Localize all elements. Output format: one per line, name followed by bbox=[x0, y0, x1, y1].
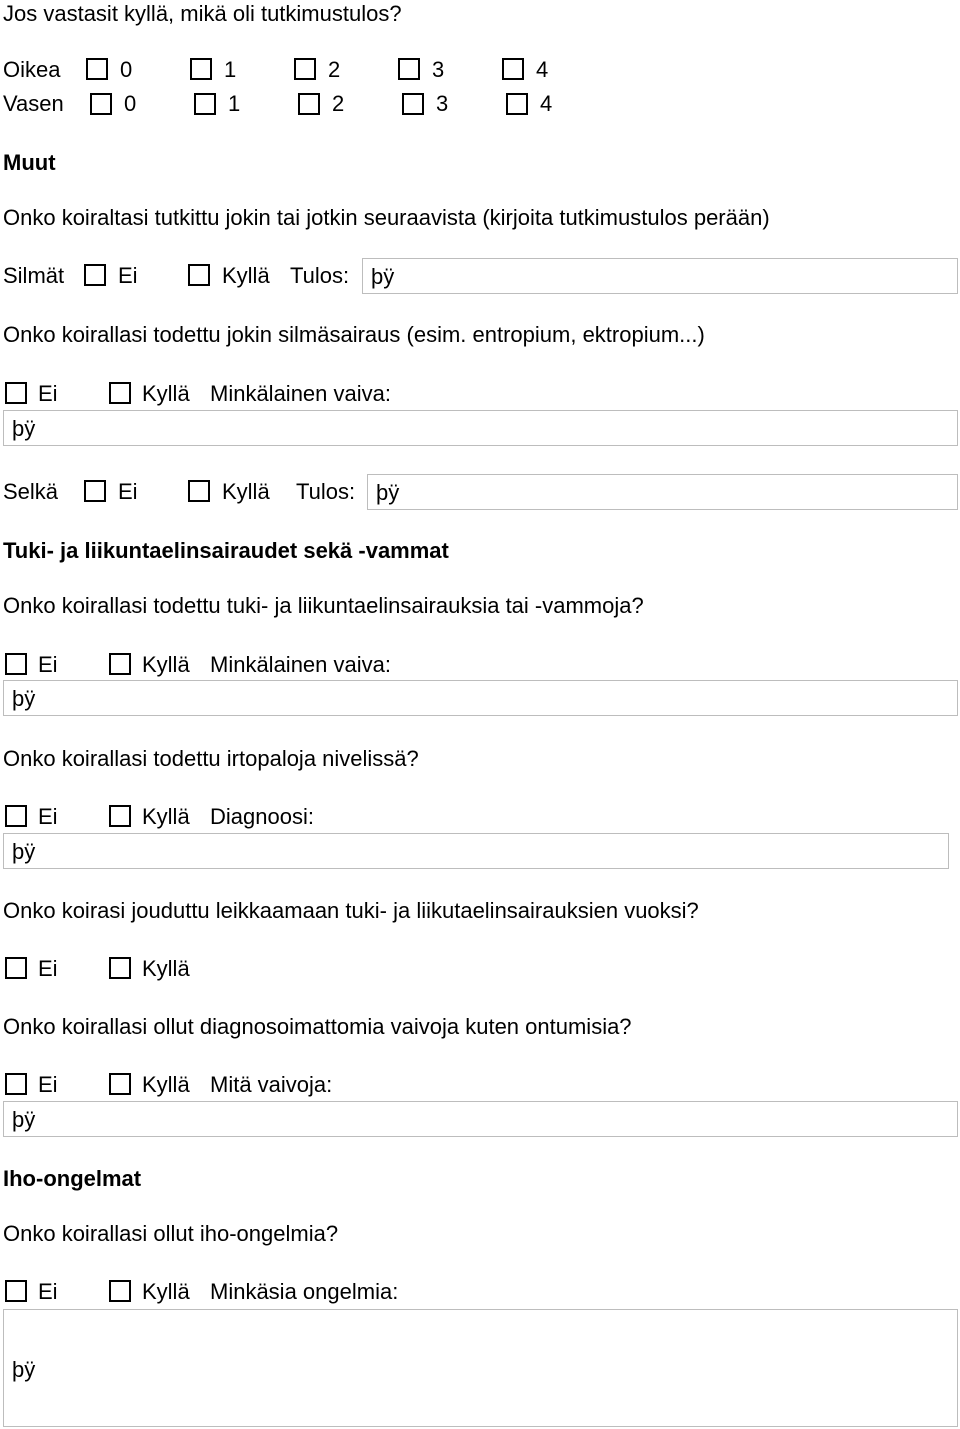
yes-label: Kyllä bbox=[142, 652, 190, 677]
field-value: þÿ bbox=[12, 416, 36, 441]
skin-yes-checkbox[interactable] bbox=[109, 1280, 131, 1302]
grade-option-label: 2 bbox=[332, 91, 345, 116]
musculo-4-input[interactable] bbox=[3, 1101, 958, 1137]
grade-option-label: 3 bbox=[432, 57, 445, 82]
result-question: Jos vastasit kyllä, mikä oli tutkimustulos? bbox=[3, 1, 402, 26]
right-label: Oikea bbox=[3, 57, 61, 82]
musculo-question-4: Onko koirallasi ollut diagnosoimattomia vaivoja kuten ontumisia? bbox=[3, 1014, 632, 1039]
no-label: Ei bbox=[38, 1279, 58, 1304]
musculo-question-2: Onko koirallasi todettu irtopaloja nivelissä? bbox=[3, 746, 419, 771]
left-grade-1-checkbox[interactable] bbox=[194, 93, 216, 115]
no-label: Ei bbox=[38, 804, 58, 829]
ailments-label: Mitä vaivoja: bbox=[210, 1072, 333, 1097]
eyes-yes-checkbox[interactable] bbox=[188, 264, 210, 286]
no-label: Ei bbox=[38, 1072, 58, 1097]
field-value: þÿ bbox=[12, 1357, 36, 1382]
skin-problems-input[interactable] bbox=[3, 1309, 958, 1427]
musculo-2-no-checkbox[interactable] bbox=[5, 805, 27, 827]
eyes-disease-no-checkbox[interactable] bbox=[5, 382, 27, 404]
ailment-label: Minkälainen vaiva: bbox=[210, 652, 391, 677]
yes-label: Kyllä bbox=[142, 804, 190, 829]
no-label: Ei bbox=[38, 956, 58, 981]
eyes-disease-question: Onko koirallasi todettu jokin silmäsairaus (esim. entropium, ektropium...) bbox=[3, 322, 705, 347]
ailment-label: Minkälainen vaiva: bbox=[210, 381, 391, 406]
diagnosis-label: Diagnoosi: bbox=[210, 804, 314, 829]
left-grade-2-checkbox[interactable] bbox=[298, 93, 320, 115]
yes-label: Kyllä bbox=[142, 1072, 190, 1097]
field-value: þÿ bbox=[371, 264, 395, 289]
eyes-no-checkbox[interactable] bbox=[84, 264, 106, 286]
grade-option-label: 3 bbox=[436, 91, 449, 116]
musculo-question-1: Onko koirallasi todettu tuki- ja liikuntaelinsairauksia tai -vammoja? bbox=[3, 593, 644, 618]
skin-no-checkbox[interactable] bbox=[5, 1280, 27, 1302]
field-value: þÿ bbox=[12, 686, 36, 711]
field-value: þÿ bbox=[376, 480, 400, 505]
field-value: þÿ bbox=[12, 1107, 36, 1132]
field-value: þÿ bbox=[12, 839, 36, 864]
result-label: Tulos: bbox=[296, 479, 356, 504]
grade-option-label: 1 bbox=[228, 91, 241, 116]
musculo-1-no-checkbox[interactable] bbox=[5, 653, 27, 675]
no-label: Ei bbox=[118, 479, 138, 504]
musculo-question-3: Onko koirasi jouduttu leikkaamaan tuki- ja liikutaelinsairauksien vuoksi? bbox=[3, 898, 699, 923]
left-grade-0-checkbox[interactable] bbox=[90, 93, 112, 115]
no-label: Ei bbox=[118, 263, 138, 288]
musculo-3-no-checkbox[interactable] bbox=[5, 957, 27, 979]
left-label: Vasen bbox=[3, 91, 64, 116]
yes-label: Kyllä bbox=[142, 381, 190, 406]
right-grade-2-checkbox[interactable] bbox=[294, 58, 316, 80]
grade-option-label: 4 bbox=[536, 57, 549, 82]
skin-question-1: Onko koirallasi ollut iho-ongelmia? bbox=[3, 1221, 339, 1246]
yes-label: Kyllä bbox=[222, 263, 270, 288]
problems-label: Minkäsia ongelmia: bbox=[210, 1279, 399, 1304]
musculo-4-yes-checkbox[interactable] bbox=[109, 1073, 131, 1095]
musculo-2-input[interactable] bbox=[3, 833, 949, 869]
no-label: Ei bbox=[38, 381, 58, 406]
eyes-disease-input[interactable] bbox=[3, 410, 958, 446]
grade-option-label: 2 bbox=[328, 57, 341, 82]
musculo-4-no-checkbox[interactable] bbox=[5, 1073, 27, 1095]
left-grade-3-checkbox[interactable] bbox=[402, 93, 424, 115]
back-yes-checkbox[interactable] bbox=[188, 480, 210, 502]
musculo-heading: Tuki- ja liikuntaelinsairaudet sekä -vammat bbox=[3, 538, 449, 563]
eyes-label: Silmät bbox=[3, 263, 65, 288]
right-grade-1-checkbox[interactable] bbox=[190, 58, 212, 80]
right-grade-3-checkbox[interactable] bbox=[398, 58, 420, 80]
muut-intro: Onko koiraltasi tutkittu jokin tai jotkin seuraavista (kirjoita tutkimustulos perään) bbox=[3, 205, 770, 230]
eyes-result-input[interactable] bbox=[362, 258, 958, 294]
yes-label: Kyllä bbox=[222, 479, 270, 504]
grade-option-label: 1 bbox=[224, 57, 237, 82]
grade-option-label: 0 bbox=[124, 91, 137, 116]
grade-option-label: 0 bbox=[120, 57, 133, 82]
right-grade-4-checkbox[interactable] bbox=[502, 58, 524, 80]
back-result-input[interactable] bbox=[367, 474, 958, 510]
back-no-checkbox[interactable] bbox=[84, 480, 106, 502]
back-label: Selkä bbox=[3, 479, 59, 504]
skin-heading: Iho-ongelmat bbox=[3, 1166, 142, 1191]
yes-label: Kyllä bbox=[142, 1279, 190, 1304]
muut-heading: Muut bbox=[3, 150, 56, 175]
musculo-2-yes-checkbox[interactable] bbox=[109, 805, 131, 827]
musculo-1-input[interactable] bbox=[3, 680, 958, 716]
eyes-disease-yes-checkbox[interactable] bbox=[109, 382, 131, 404]
left-grade-4-checkbox[interactable] bbox=[506, 93, 528, 115]
grade-option-label: 4 bbox=[540, 91, 553, 116]
musculo-3-yes-checkbox[interactable] bbox=[109, 957, 131, 979]
right-grade-0-checkbox[interactable] bbox=[86, 58, 108, 80]
no-label: Ei bbox=[38, 652, 58, 677]
result-label: Tulos: bbox=[290, 263, 350, 288]
musculo-1-yes-checkbox[interactable] bbox=[109, 653, 131, 675]
yes-label: Kyllä bbox=[142, 956, 190, 981]
